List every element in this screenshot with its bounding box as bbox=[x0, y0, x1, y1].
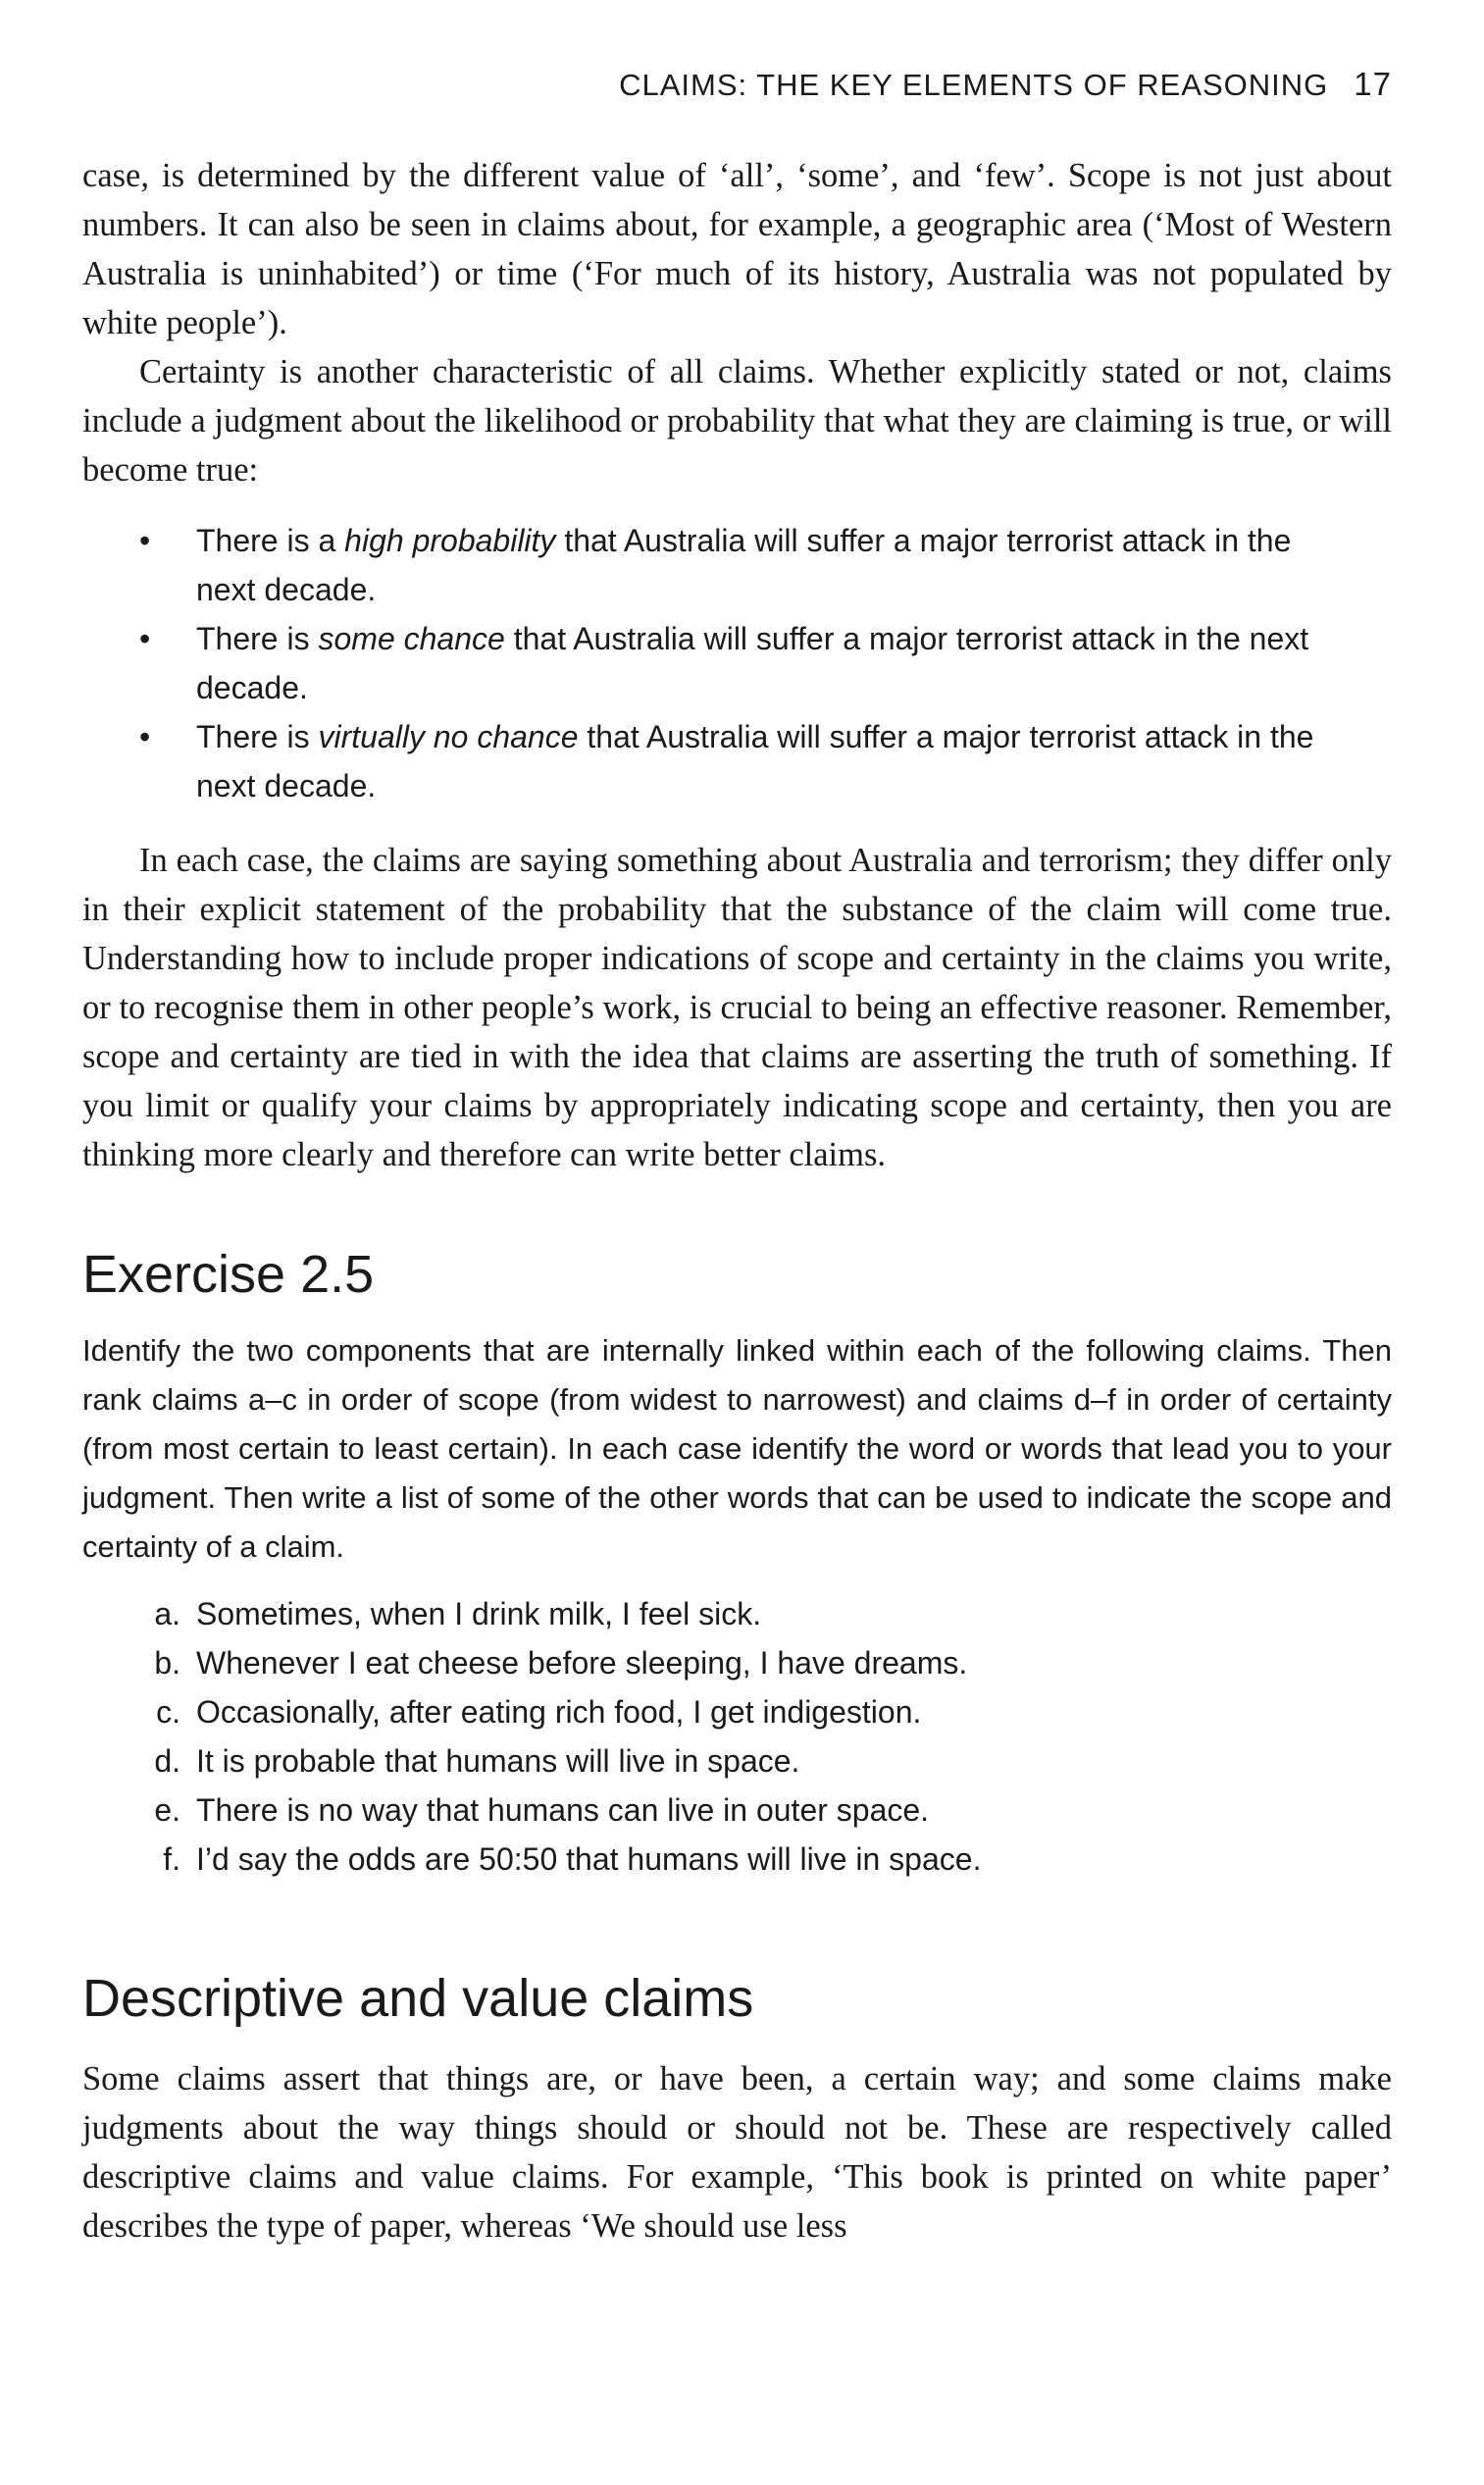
exercise-claims-list bbox=[82, 1589, 1392, 1884]
list-item bbox=[196, 614, 1392, 712]
item-text: Sometimes, when I drink milk, I feel sick. bbox=[196, 1596, 762, 1631]
item-marker: c. bbox=[156, 1694, 180, 1730]
section-paragraph-1: Some claims assert that things are, or have been, a certain way; and some claims make judgments about the way things should or should not be. These are respectively called descriptive claims and value claims. For example, ‘This book is printed on white paper’ describes the type of paper, whereas ‘We should use less bbox=[82, 2060, 1392, 2245]
exercise-instructions: Identify the two components that are internally linked within each of the following claims. Then rank claims a–c in order of scope (from widest to narrowest) and claims d–f in order of certainty (from most certain to least certain). In each case identify the word or words that lead you to your judgment. Then write a list of some of the other words that can be used to indicate the scope and certainty of a claim. bbox=[82, 1333, 1392, 1564]
list-item bbox=[196, 712, 1392, 810]
item-marker: a. bbox=[154, 1596, 180, 1631]
probability-bullet-list bbox=[82, 516, 1392, 810]
item-text: Whenever I eat cheese before sleeping, I have dreams. bbox=[196, 1645, 968, 1681]
list-item bbox=[82, 1589, 1392, 1638]
section-title: Descriptive and value claims bbox=[82, 1969, 754, 2028]
bullet-emphasis: some chance bbox=[318, 621, 505, 656]
bullet-emphasis: virtually no chance bbox=[318, 719, 579, 754]
item-marker: b. bbox=[154, 1645, 180, 1681]
bullet-emphasis: high probability bbox=[344, 523, 556, 558]
bullet-text-post: that Australia will suffer a major terrorist attack in the next decade. bbox=[196, 523, 1292, 607]
item-marker: d. bbox=[154, 1743, 180, 1779]
list-item bbox=[82, 1835, 1392, 1884]
list-item bbox=[82, 1638, 1392, 1687]
item-marker: e. bbox=[154, 1792, 180, 1828]
list-item bbox=[82, 1687, 1392, 1736]
item-marker: f. bbox=[163, 1841, 180, 1877]
item-text: There is no way that humans can live in outer space. bbox=[196, 1792, 930, 1828]
intro-paragraph-1: case, is determined by the different value of ‘all’, ‘some’, and ‘few’. Scope is not just about numbers. It can also be seen in claims about, for example, a geographic area (‘Most of Western Australia is uninhabited’) or time (‘For much of its history, Australia was not populated by white people’). bbox=[82, 157, 1392, 341]
exercise-title: Exercise 2.5 bbox=[82, 1245, 375, 1304]
item-text: I’d say the odds are 50:50 that humans will live in space. bbox=[196, 1841, 982, 1877]
bullet-text-pre: There is bbox=[196, 621, 319, 656]
item-text: It is probable that humans will live in space. bbox=[196, 1743, 800, 1779]
page-body bbox=[82, 59, 1392, 2251]
intro-paragraph-2: Certainty is another characteristic of all claims. Whether explicitly stated or not, claims include a judgment about the likelihood or probability that what they are claiming is true, or will become true: bbox=[82, 353, 1392, 489]
bullet-text-post: that Australia will suffer a major terrorist attack in the next decade. bbox=[196, 621, 1309, 705]
item-text: Occasionally, after eating rich food, I get indigestion. bbox=[196, 1694, 922, 1730]
page-number: 17 bbox=[1354, 66, 1392, 102]
list-item bbox=[82, 1786, 1392, 1835]
bullet-text-pre: There is bbox=[196, 719, 319, 754]
bullet-text-post: that Australia will suffer a major terrorist attack in the next decade. bbox=[196, 719, 1314, 803]
running-title: CLAIMS: THE KEY ELEMENTS OF REASONING bbox=[619, 68, 1329, 102]
scope-certainty-paragraph: In each case, the claims are saying something about Australia and terrorism; they differ only in their explicit statement of the probability that the substance of the claim will come true. Understanding how to include proper indications of scope and certainty in the claims you write, or to recognise them in other people’s work, is crucial to being an effective reasoner. Remember, scope and certainty are tied in with the idea that claims are asserting the truth of something. If you limit or qualify your claims by appropriately indicating scope and certainty, then you are thinking more clearly and therefore can write better claims. bbox=[82, 842, 1392, 1173]
bullet-text-pre: There is a bbox=[196, 523, 345, 558]
list-item bbox=[196, 516, 1392, 614]
list-item bbox=[82, 1736, 1392, 1786]
